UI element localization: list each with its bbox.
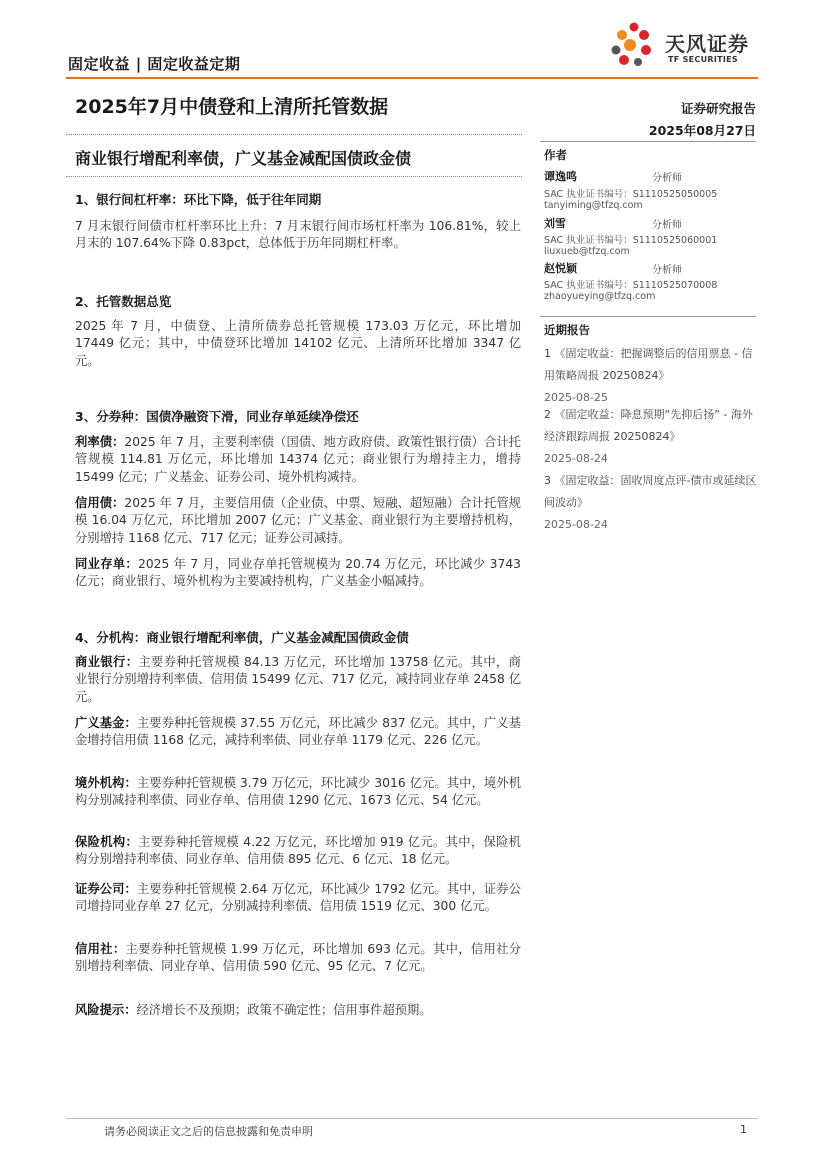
section-heading: 2、托管数据总览 <box>75 294 172 309</box>
paragraph-label: 同业存单： <box>75 557 139 571</box>
paragraph-text: 主要券种托管规模 1.99 万亿元，环比增加 693 亿元。其中，信用社分别增持利率债、同业存单、信用债 590 亿元、95 亿元、7 亿元。 <box>75 942 521 974</box>
section-paragraph: 2025 年 7 月，中债登、上清所债券总托管规模 173.03 万亿元，环比增加 17449 亿元；其中，中债登环比增加 14102 亿元、上清所环比增加 3347 亿元。 <box>75 319 521 368</box>
report-date: 2025年08月27日 <box>648 123 756 138</box>
section-paragraph: 7 月末银行间债市杠杆率环比上升：7 月末银行间市场杠杆率为 106.81%，较上月末的 107.64%下降 0.83pct，总体低于历年同期杠杆率。 <box>75 219 521 251</box>
recent-report-item[interactable] <box>544 404 758 470</box>
recent-divider <box>540 316 756 317</box>
logo-dots-icon <box>608 20 664 72</box>
paragraph-text: 2025 年 7 月，同业存单托管规模为 20.74 万亿元，环比减少 3743 亿元；商业银行、境外机构为主要减持机构，广义基金小幅减持。 <box>75 557 521 589</box>
paragraph-label: 广义基金： <box>75 716 137 730</box>
report-title: 2025年7月中债登和上清所托管数据 <box>75 96 389 118</box>
paragraph-text: 主要券种托管规模 37.55 万亿元，环比减少 837 亿元。其中，广义基金增持信用债 1168 亿元，减持利率债、同业存单 1179 亿元、226 亿元。 <box>75 716 521 748</box>
analyst-name: 刘雪 <box>544 217 566 230</box>
section-paragraph <box>75 434 521 486</box>
footer-divider <box>66 1118 758 1119</box>
section-heading: 1、银行间杠杆率：环比下降，低于往年同期 <box>75 192 322 207</box>
section-paragraph <box>75 834 521 869</box>
paragraph-text: 主要券种托管规模 3.79 万亿元，环比减少 3016 亿元。其中，境外机构分别减持利率债、同业存单、信用债 1290 亿元、1673 亿元、54 亿元。 <box>75 776 521 808</box>
section-paragraph <box>75 495 521 547</box>
page-number: 1 <box>740 1123 747 1136</box>
subtitle-divider-top <box>66 134 522 135</box>
footer-disclaimer[interactable]: 请务必阅读正文之后的信息披露和免责申明 <box>104 1125 313 1138</box>
report-subtitle: 商业银行增配利率债，广义基金减配国债政金债 <box>75 149 412 168</box>
risk-warning <box>75 1002 521 1019</box>
paragraph-text: 主要券种托管规模 2.64 万亿元，环比减少 1792 亿元。其中，证券公司增持同业存单 27 亿元，分别减持利率债、信用债 1519 亿元、300 亿元。 <box>75 882 521 914</box>
paragraph-text: 主要券种托管规模 4.22 万亿元，环比增加 919 亿元。其中，保险机构分别增持利率债、同业存单、信用债 895 亿元、6 亿元、18 亿元。 <box>75 835 521 867</box>
paragraph-label: 保险机构： <box>75 835 139 849</box>
recent-report-date: 2025-08-24 <box>544 518 608 531</box>
logo-name-cn: 天风证券 <box>665 32 749 56</box>
analyst-sac: SAC 执业证书编号：S1110525060001 <box>544 235 718 246</box>
recent-report-title[interactable]: 3 《固定收益：固收周度点评-债市或延续区间波动》 <box>544 474 757 509</box>
paragraph-label: 商业银行： <box>75 655 139 669</box>
section-paragraph <box>75 715 521 750</box>
report-type: 证券研究报告 <box>680 101 756 116</box>
analyst-email[interactable]: liuxueb@tfzq.com <box>544 246 630 257</box>
sidebar-divider <box>540 141 756 142</box>
paragraph-label: 境外机构： <box>75 776 137 790</box>
header-divider <box>66 77 758 79</box>
section-heading: 3、分券种：国债净融资下滑，同业存单延续净偿还 <box>75 409 359 424</box>
company-logo <box>608 20 768 72</box>
section-paragraph <box>75 941 521 976</box>
paragraph-text: 2025 年 7 月，主要利率债（国债、地方政府债、政策性银行债）合计托管规模 114.81 万亿元，环比增加 14374 亿元；商业银行为增持主力，增持 15499 亿元；广义基金、证券公司、境外机构减持。 <box>75 435 521 484</box>
analyst-role: 分析师 <box>652 173 682 184</box>
recent-report-title[interactable]: 2 《固定收益：降息预期“先抑后扬” - 海外经济跟踪周报 20250824》 <box>544 408 753 443</box>
paragraph-label: 信用社： <box>75 942 126 956</box>
paragraph-label: 信用债： <box>75 496 125 510</box>
recent-report-date: 2025-08-25 <box>544 391 608 404</box>
authors-heading: 作者 <box>544 148 567 162</box>
paragraph-text: 主要券种托管规模 84.13 万亿元，环比增加 13758 亿元。其中，商业银行分别增持利率债、信用债 15499 亿元、717 亿元，减持同业存单 2458 亿元。 <box>75 655 521 704</box>
section-paragraph <box>75 775 521 810</box>
paragraph-label: 风险提示： <box>75 1003 137 1017</box>
analyst-name: 谭逸鸣 <box>544 170 577 183</box>
section-heading: 4、分机构：商业银行增配利率债，广义基金减配国债政金债 <box>75 630 409 645</box>
report-category: 固定收益 | 固定收益定期 <box>68 55 241 73</box>
recent-report-title[interactable]: 1 《固定收益：把握调整后的信用票息 - 信用策略周报 20250824》 <box>544 347 753 382</box>
recent-report-item[interactable] <box>544 470 758 536</box>
analyst-sac: SAC 执业证书编号：S1110525070008 <box>544 280 718 291</box>
recent-report-date: 2025-08-24 <box>544 452 608 465</box>
section-paragraph <box>75 556 521 591</box>
analyst-email[interactable]: zhaoyueying@tfzq.com <box>544 291 656 302</box>
logo-name-en: TF SECURITIES <box>668 55 738 64</box>
analyst-name: 赵悦颖 <box>544 262 577 275</box>
paragraph-text: 经济增长不及预期；政策不确定性；信用事件超预期。 <box>136 1003 432 1017</box>
analyst-role: 分析师 <box>652 220 682 231</box>
analyst-role: 分析师 <box>652 265 682 276</box>
section-paragraph <box>75 881 521 916</box>
recent-heading: 近期报告 <box>544 323 590 337</box>
paragraph-label: 证券公司： <box>75 882 137 896</box>
analyst-email[interactable]: tanyiming@tfzq.com <box>544 200 643 211</box>
subtitle-divider-bottom <box>66 176 522 177</box>
paragraph-label: 利率债： <box>75 435 125 449</box>
paragraph-text: 2025 年 7 月，主要信用债（企业债、中票、短融、超短融）合计托管规模 16.04 万亿元，环比增加 2007 亿元；广义基金、商业银行为主要增持机构，分别增持 1168 亿元、717 亿元；证券公司减持。 <box>75 496 521 545</box>
recent-report-item[interactable] <box>544 343 758 409</box>
section-paragraph <box>75 654 521 706</box>
analyst-sac: SAC 执业证书编号：S1110525050005 <box>544 189 718 200</box>
